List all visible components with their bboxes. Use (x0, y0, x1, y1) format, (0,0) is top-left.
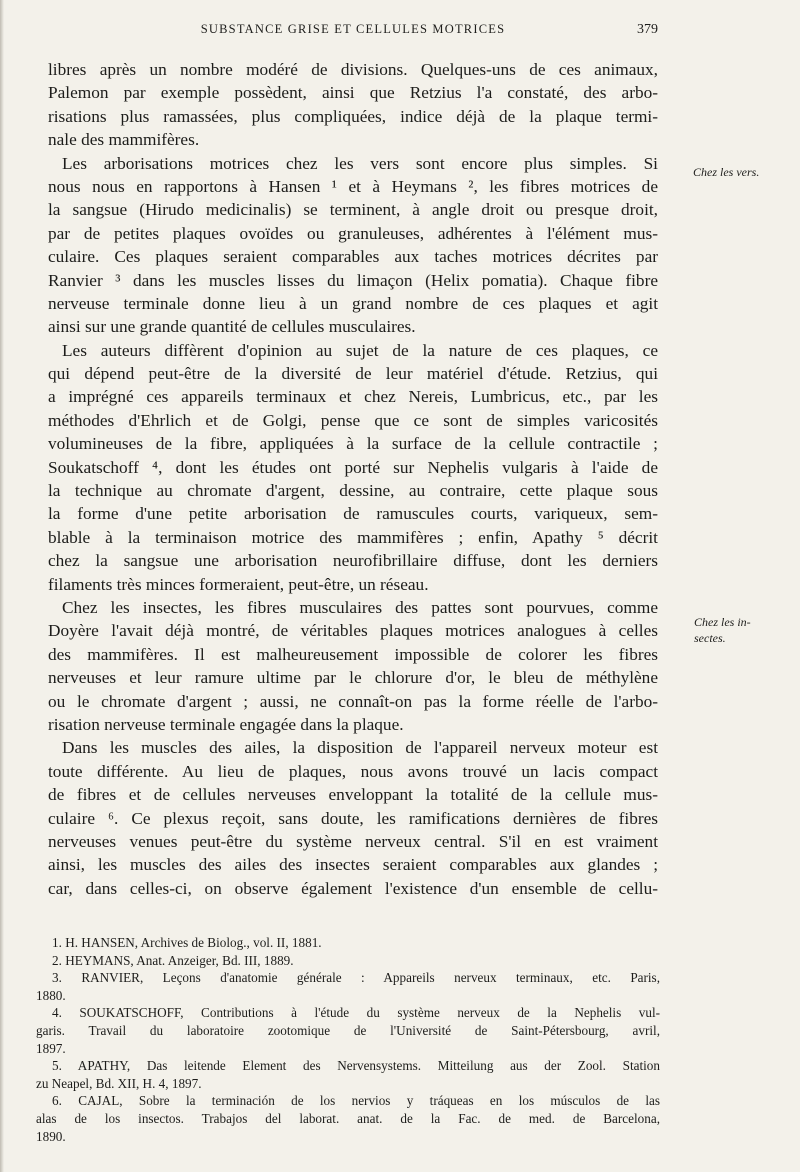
body-line: méthodes d'Ehrlich et de Golgi, pense que ce sont de simples varicosités (48, 410, 658, 430)
footnote-line: 6. CAJAL, Sobre la terminación de los nervios y tráqueas en los músculos de las (52, 1093, 660, 1109)
footnote-line: garis. Travail du laboratoire zootomique de l'Université de Saint-Pétersbourg, avril, (36, 1022, 660, 1038)
body-line: Dans les muscles des ailes, la disposition de l'appareil nerveux moteur est (62, 738, 658, 758)
body-line: ainsi sur une grande quantité de cellules musculaires. (48, 317, 416, 337)
body-line: nerveuses venues peut-être du système nerveux central. S'il en est vraiment (48, 831, 658, 851)
body-line: blable à la terminaison motrice des mammifères ; enfin, Apathy ⁵ décrit (48, 527, 658, 547)
footnote-line: 1897. (36, 1040, 66, 1056)
body-line: risations plus ramassées, plus compliquées, indice déjà de la plaque termi- (48, 106, 658, 126)
margin-note-line: Chez les in- (694, 615, 751, 629)
running-title: SUBSTANCE GRISE ET CELLULES MOTRICES (200, 22, 506, 36)
body-line: nale des mammifères. (48, 130, 200, 150)
body-line: ainsi, les muscles des ailes des insectes seraient comparables aux glandes ; (48, 855, 658, 875)
body-line: Ranvier ³ dans les muscles lisses du limaçon (Helix pomatia). Chaque fibre (48, 270, 658, 290)
scan-edge-shadow (0, 0, 4, 1172)
body-line: qui dépend peut-être de la diversité de leur matériel d'étude. Retzius, qui (48, 364, 658, 384)
body-line: libres après un nombre modéré de divisions. Quelques-uns de ces animaux, (48, 60, 658, 79)
body-line: volumineuses de la fibre, appliquées à la surface de la cellule contractile ; (48, 434, 658, 454)
body-line: Palemon par exemple possèdent, ainsi que Retzius l'a constaté, des arbo- (48, 83, 658, 103)
body-line: des mammifères. Il est malheureusement impossible de colorer les fibres (48, 644, 658, 664)
footnote-line: zu Neapel, Bd. XII, H. 4, 1897. (36, 1075, 202, 1091)
body-line: Soukatschoff ⁴, dont les études ont porté sur Nephelis vulgaris à l'aide de (48, 457, 658, 477)
body-line: chez la sangsue une arborisation neurofibrillaire diffuse, dont les derniers (48, 551, 658, 571)
body-line: toute différente. Au lieu de plaques, nous avons trouvé un lacis compact (48, 761, 658, 781)
body-line: Chez les insectes, les fibres musculaires des pattes sont pourvues, comme (62, 597, 658, 617)
running-head (48, 22, 658, 42)
margin-note-line: sectes. (694, 631, 726, 645)
footnote-line: 4. SOUKATSCHOFF, Contributions à l'étude du système nerveux de la Nephelis vul- (52, 1005, 660, 1021)
body-line: risation nerveuse terminale engagée dans la plaque. (48, 714, 404, 734)
footnote-line: 1890. (36, 1128, 66, 1144)
footnote-line: 1880. (36, 987, 66, 1003)
body-line: Les auteurs diffèrent d'opinion au sujet de la nature de ces plaques, ce (62, 340, 658, 360)
body-line: nous nous en rapportons à Hansen ¹ et à Heymans ², les fibres motrices de (48, 176, 658, 196)
body-line: culaire ⁶. Ce plexus reçoit, sans doute, les ramifications dernières de fibres (48, 808, 658, 828)
body-line: car, dans celles-ci, on observe également l'existence d'un ensemble de cellu- (48, 878, 658, 898)
body-line: de fibres et de cellules nerveuses enveloppant la totalité de la cellule mus- (48, 785, 658, 805)
footnote-line: alas de los insectos. Trabajos del laborat. anat. de la Fac. de med. de Barcelona, (36, 1110, 660, 1126)
body-line: ou le chromate d'argent ; aussi, ne connaît-on pas la forme réelle de l'arbo- (48, 691, 658, 711)
page-number: 379 (637, 22, 658, 37)
footnote-line: 5. APATHY, Das leitende Element des Nervensystems. Mitteilung aus der Zool. Station (52, 1058, 660, 1074)
body-line: Doyère l'avait déjà montré, de véritables plaques motrices analogues à celles (48, 621, 658, 641)
body-line: nerveuse terminale donne lieu à un grand nombre de ces plaques et agit (48, 293, 658, 313)
footnote-line: 1. H. HANSEN, Archives de Biolog., vol. II, 1881. (52, 935, 322, 950)
body-line: nerveuses et leur ramure ultime par le chlorure d'or, le bleu de méthylène (48, 668, 658, 688)
footnote-line: 2. HEYMANS, Anat. Anzeiger, Bd. III, 1889. (52, 952, 294, 968)
body-line: la technique au chromate d'argent, dessine, au contraire, cette plaque sous (48, 481, 658, 501)
body-text (48, 58, 658, 900)
body-line: par de petites plaques ovoïdes ou granuleuses, adhérentes à l'élément mus- (48, 223, 658, 243)
body-line: culaire. Ces plaques seraient comparables aux taches motrices décrites par (48, 247, 658, 267)
body-line: la forme d'une petite arborisation de ramuscules courts, variqueux, sem- (48, 504, 658, 524)
footnotes (36, 934, 660, 1145)
body-line: filaments très minces formeraient, peut-être, un réseau. (48, 574, 429, 594)
body-line: a imprégné ces appareils terminaux et chez Nereis, Lumbricus, etc., par les (48, 387, 658, 407)
body-line: Les arborisations motrices chez les vers sont encore plus simples. Si (62, 153, 658, 173)
margin-note-insectes (694, 614, 751, 646)
body-line: la sangsue (Hirudo medicinalis) se terminent, à angle droit ou presque droit, (48, 200, 658, 220)
margin-note-vers: Chez les vers. (693, 165, 760, 179)
footnote-line: 3. RANVIER, Leçons d'anatomie générale : Appareils nerveux terminaux, etc. Paris, (52, 970, 660, 986)
